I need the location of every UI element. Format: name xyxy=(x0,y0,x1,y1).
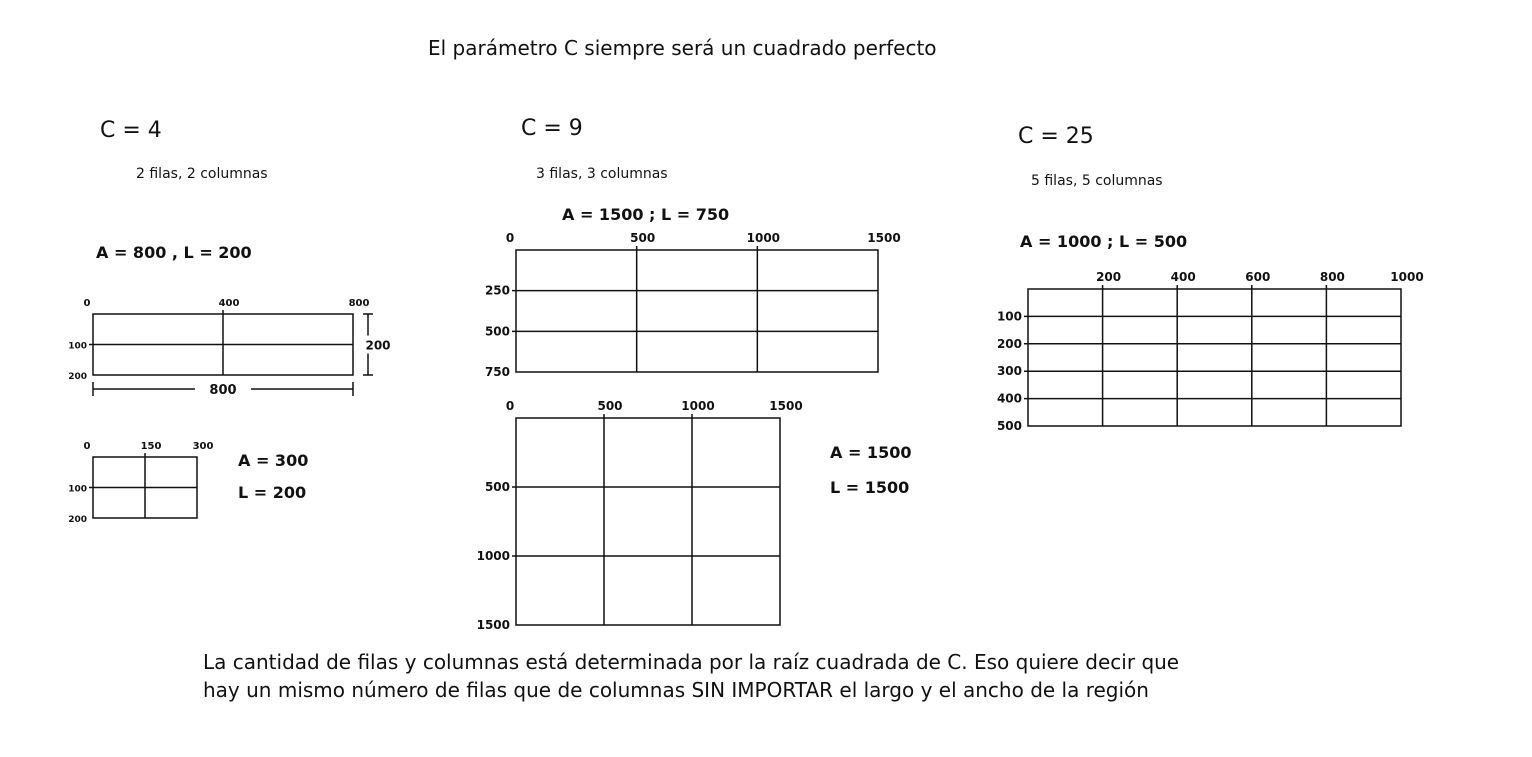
top-axis-label: 0 xyxy=(505,399,515,413)
left-axis-label: 300 xyxy=(996,364,1022,379)
top-axis-label: 0 xyxy=(83,298,91,309)
width-dimension-label: 800 xyxy=(209,383,237,398)
small-grid-height: L = 200 xyxy=(238,483,307,502)
top-axis-label: 1500 xyxy=(867,231,901,245)
left-axis-label: 750 xyxy=(484,365,510,379)
left-axis-label: 250 xyxy=(484,283,510,298)
case-dims-c25: A = 1000 ; L = 500 xyxy=(1020,232,1188,251)
footer-note xyxy=(203,648,1179,704)
left-axis-label: 1000 xyxy=(476,549,510,563)
left-axis-label: 500 xyxy=(996,419,1022,433)
diagram-title: El parámetro C siempre será un cuadrado perfecto xyxy=(428,36,937,60)
top-axis-label: 1000 xyxy=(746,231,781,245)
case-subtitle-c25: 5 filas, 5 columnas xyxy=(1031,173,1163,189)
square-grid-height: L = 1500 xyxy=(830,478,910,497)
top-axis-label: 200 xyxy=(1096,270,1122,284)
grid-outline xyxy=(516,250,878,372)
case-subtitle-c9: 3 filas, 3 columnas xyxy=(536,166,668,182)
left-axis-label: 1500 xyxy=(476,618,510,632)
left-axis-label: 100 xyxy=(68,341,87,352)
case-label-c4: C = 4 xyxy=(100,118,162,143)
case-label-c9: C = 9 xyxy=(521,116,583,141)
top-axis-label: 300 xyxy=(192,441,214,452)
top-axis-label: 600 xyxy=(1245,270,1271,284)
top-axis-label: 800 xyxy=(348,298,370,309)
top-axis-label: 400 xyxy=(1170,270,1196,284)
left-axis-label: 100 xyxy=(996,309,1022,324)
grid-outline xyxy=(516,418,780,625)
top-axis-label: 1500 xyxy=(769,399,803,413)
top-axis-label: 0 xyxy=(505,231,515,245)
left-axis-label: 200 xyxy=(68,515,87,525)
footer-line-1: La cantidad de filas y columnas está determinada por la raíz cuadrada de C. Eso quiere decir que xyxy=(203,650,1180,674)
top-axis-label: 400 xyxy=(218,298,240,309)
case-subtitle-c4: 2 filas, 2 columnas xyxy=(136,166,268,182)
left-axis-label: 200 xyxy=(996,336,1022,351)
case-dims-c9: A = 1500 ; L = 750 xyxy=(562,205,730,224)
left-axis-label: 100 xyxy=(68,484,87,495)
small-grid-width: A = 300 xyxy=(238,451,309,470)
case-label-c25: C = 25 xyxy=(1018,124,1094,149)
left-axis-label: 400 xyxy=(996,391,1022,406)
case-dims-c4: A = 800 , L = 200 xyxy=(96,243,252,262)
top-axis-label: 1000 xyxy=(1390,270,1424,284)
footer-line-2: hay un mismo número de filas que de columnas SIN IMPORTAR el largo y el ancho de la región xyxy=(203,678,1149,702)
left-axis-label: 500 xyxy=(484,324,510,339)
height-dimension-label: 200 xyxy=(365,338,391,353)
left-axis-label: 500 xyxy=(484,480,510,494)
top-axis-label: 800 xyxy=(1319,270,1345,284)
top-axis-label: 0 xyxy=(83,441,91,452)
top-axis-label: 1000 xyxy=(681,399,715,413)
left-axis-label: 200 xyxy=(68,372,87,382)
top-axis-label: 150 xyxy=(140,441,162,452)
grid-outline xyxy=(1028,289,1401,426)
square-grid-width: A = 1500 xyxy=(830,443,912,462)
top-axis-label: 500 xyxy=(630,231,656,245)
top-axis-label: 500 xyxy=(597,399,623,413)
